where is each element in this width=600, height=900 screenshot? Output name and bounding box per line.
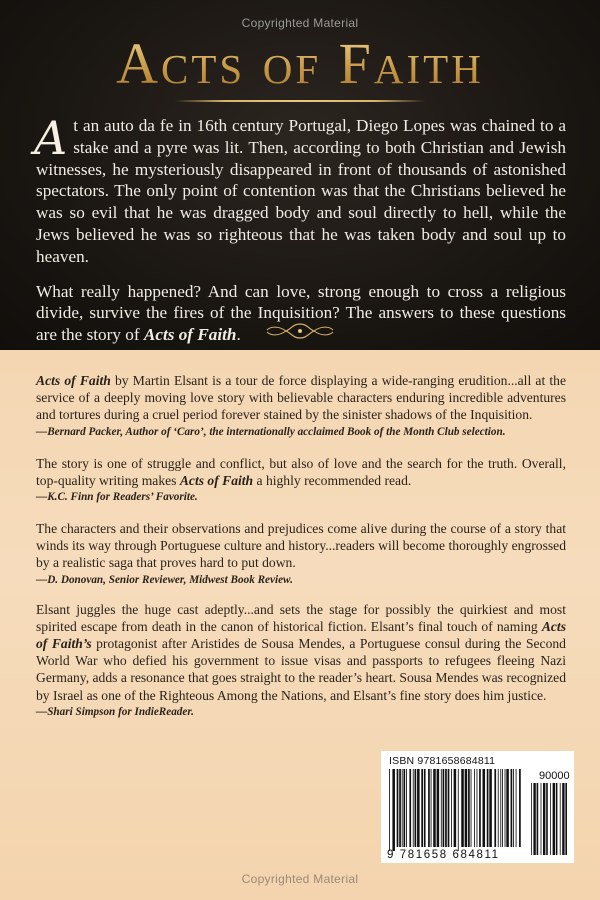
- barcode-addon-bar: [553, 783, 555, 855]
- barcode-bar: [437, 769, 440, 847]
- barcode-bar: [506, 769, 509, 847]
- barcode-bar: [505, 769, 506, 847]
- barcode-bar: [498, 769, 499, 847]
- review-book-title: Acts of Faith’s: [36, 618, 566, 652]
- barcode-addon-bar: [546, 783, 548, 855]
- barcode-bar: [519, 769, 521, 847]
- synopsis: [34, 111, 566, 346]
- synopsis-end-punct: .: [236, 325, 241, 345]
- barcode-bar: [431, 769, 432, 847]
- barcode-bars: [381, 751, 574, 863]
- review-attribution: —Shari Simpson for IndieReader.: [36, 705, 194, 718]
- review-text: [36, 601, 566, 704]
- barcode-bar: [421, 769, 423, 847]
- synopsis-paragraph-1-text: t an auto da fe in 16th century Portugal, Diego Lopes was chained to a stake and a pyre was lit. Then, according to both Christian and Jewish witnesses, he mysteriously disappeared in front of thousands of astonished spectators. The only point of contention was that the Christians believed he was so evil that he was dragged body and soul directly to hell, while the Jews believed he was so righteous that he was taken body and soul up to heaven.: [36, 116, 566, 266]
- barcode-bar: [441, 769, 442, 847]
- barcode-bar: [502, 769, 503, 847]
- barcode-bar: [513, 769, 514, 847]
- price-code: 90000: [539, 770, 570, 782]
- barcode-bar: [443, 769, 445, 847]
- synopsis-paragraph-1: [34, 111, 566, 268]
- title-underline: [175, 100, 425, 102]
- barcode-bar: [433, 769, 436, 847]
- isbn-digits: 9 781658 684811: [387, 849, 500, 861]
- barcode-bar: [402, 769, 403, 847]
- isbn-label: ISBN 9781658684811: [389, 755, 496, 767]
- book-title: Acts of Faith: [0, 30, 600, 97]
- barcode-bar: [406, 769, 407, 847]
- barcode-bar: [465, 769, 468, 847]
- barcode-bar: [413, 769, 414, 847]
- review-text: [36, 372, 566, 424]
- barcode-bar: [461, 769, 464, 847]
- barcode-bar: [399, 769, 401, 847]
- watermark-top: Copyrighted Material: [241, 16, 359, 30]
- drop-cap: A: [34, 111, 68, 165]
- barcode-bar: [451, 769, 452, 847]
- barcode-bar: [409, 769, 411, 847]
- review-book-title: Acts of Faith: [36, 373, 111, 388]
- barcode-bar: [468, 769, 470, 847]
- isbn-barcode: [381, 751, 574, 863]
- review-text: The characters and their observations and prejudices come alive during the course of a story that winds its way through Portuguese culture and history...readers will become thoroughly engrossed by a realistic saga that proves hard to put down.: [36, 521, 566, 571]
- barcode-bar: [392, 769, 395, 851]
- barcode-bar: [428, 769, 430, 847]
- barcode-bar: [500, 769, 501, 847]
- barcode-addon-bar: [556, 783, 558, 855]
- review-donovan: [36, 520, 566, 587]
- barcode-bar: [415, 769, 417, 847]
- review-simpson: [36, 601, 566, 719]
- barcode-bar: [458, 769, 459, 851]
- barcode-bar: [511, 769, 513, 847]
- review-body: by Martin Elsant is a tour de force displaying a wide-ranging erudition...all at the service of a deeply moving love story with believable characters enduring incredible adventures and tortures during a cruel period forever stained by the sinister shadows of the Inquisition.: [36, 373, 567, 423]
- review-body-b: protagonist after Aristides de Sousa Mendes, a Portuguese consul during the Second World War who defied his government to issue visas and passports to refugees fleeing Nazi Germany, adds a resonance that goes straight to the reader’s heart. Sousa Mendes was recognized by Israel as one of the Righteous Among the Nations, and Elsant’s fine story does him justice.: [36, 636, 566, 703]
- barcode-bar: [516, 769, 517, 847]
- review-finn: [36, 455, 566, 504]
- review-book-title: Acts of Faith: [179, 472, 254, 488]
- synopsis-book-title: Acts of Faith: [143, 325, 237, 345]
- review-body-b: a highly recommended read.: [253, 472, 412, 488]
- barcode-bar: [417, 769, 420, 847]
- barcode-addon-bar: [560, 783, 561, 855]
- barcode-bar: [479, 769, 481, 847]
- barcode-bar: [477, 769, 478, 847]
- barcode-addon-bar: [541, 783, 542, 855]
- synopsis-paragraph-2-text: What really happened? And can love, strong enough to cross a religious divide, survive the fires of the Inquisition? The answers to these questions are the story of: [36, 281, 566, 345]
- barcode-bar: [494, 769, 496, 847]
- review-packer: [36, 372, 566, 439]
- review-attribution: —Bernard Packer, Author of ‘Caro’, the internationally acclaimed Book of the Month Club selection.: [36, 425, 506, 438]
- barcode-bar: [487, 769, 489, 847]
- barcode-bar: [389, 769, 390, 851]
- barcode-addon-bar: [543, 783, 545, 855]
- barcode-addon-bar: [537, 783, 539, 855]
- reviews-section: [36, 372, 566, 735]
- review-body-a: The story is one of struggle and conflict, but also of love and the search for the truth. Overall, top-quality writing makes: [36, 455, 566, 488]
- review-body-a: Elsant juggles the huge cast adeptly...and sets the stage for possibly the quirkiest and most spirited escape from death in the canon of historical fiction. Elsant’s final touch of naming: [36, 601, 566, 634]
- watermark-bottom: Copyrighted Material: [241, 872, 359, 886]
- barcode-bar: [489, 769, 492, 847]
- barcode-bar: [474, 769, 475, 847]
- barcode-addon-bar: [565, 783, 567, 855]
- barcode-bar: [445, 769, 447, 847]
- barcode-bar: [424, 769, 426, 847]
- barcode-addon-bar: [562, 783, 564, 855]
- ornament-flourish-icon: [225, 320, 375, 345]
- review-text: [36, 455, 566, 489]
- barcode-bar: [454, 769, 457, 847]
- review-attribution: —D. Donovan, Senior Reviewer, Midwest Book Review.: [36, 573, 293, 586]
- barcode-bar: [483, 769, 486, 847]
- barcode-bar: [397, 769, 399, 847]
- barcode-bar: [448, 769, 450, 847]
- barcode-addon-bar: [531, 783, 532, 855]
- barcode-bar: [403, 769, 405, 847]
- barcode-addon-bar: [533, 783, 535, 855]
- barcode-bar: [471, 769, 472, 847]
- barcode-addon-bar: [550, 783, 551, 855]
- review-attribution: —K.C. Finn for Readers’ Favorite.: [36, 491, 198, 504]
